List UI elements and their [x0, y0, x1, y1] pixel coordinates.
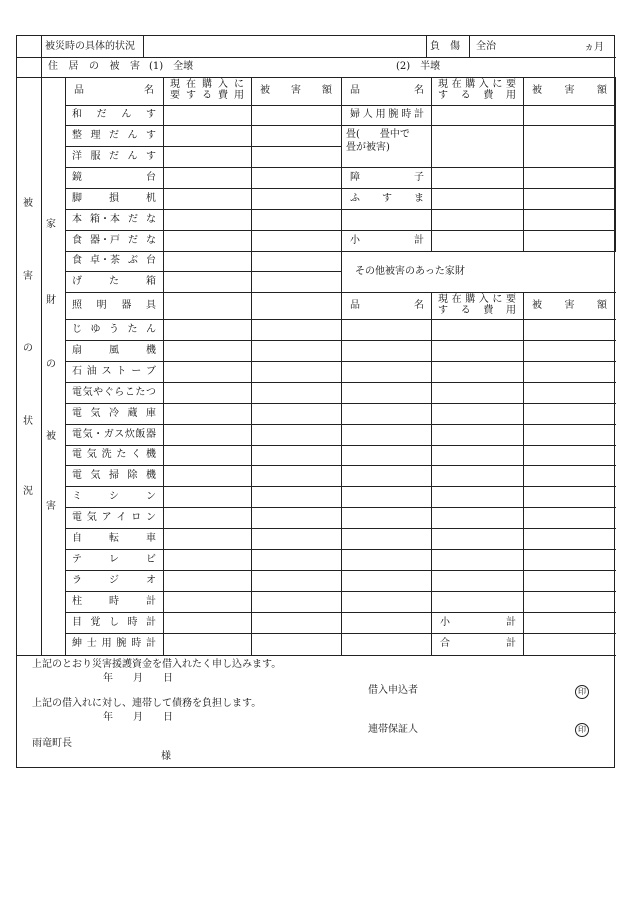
label-part: 入 — [478, 78, 489, 90]
label-part: う — [109, 323, 119, 335]
side-label-household-damage: の — [46, 359, 56, 370]
label-part: ン — [146, 490, 156, 502]
rule-line — [469, 36, 470, 57]
rule-line — [163, 77, 164, 655]
label-part: 用 — [101, 638, 112, 649]
injury-unit: ヵ月 — [584, 42, 604, 53]
label-part: す — [145, 109, 156, 120]
label-part: ら — [114, 386, 125, 398]
label-part: 害 — [564, 300, 575, 311]
label-part: 車 — [146, 532, 156, 544]
household-item-name — [67, 230, 161, 251]
label-part: 時 — [109, 595, 119, 607]
rule-line — [341, 507, 616, 508]
rule-line — [341, 361, 616, 362]
label-part: 飯 — [135, 428, 146, 440]
label-part: 費 — [218, 89, 228, 101]
label-part: 和 — [72, 109, 82, 120]
label-part: 食 — [72, 255, 82, 266]
subtotal-label — [345, 230, 429, 251]
rule-line — [341, 340, 616, 341]
label-part: 子 — [414, 171, 424, 183]
side-label-household-damage: 害 — [46, 501, 56, 512]
rule-line — [523, 77, 524, 251]
label-part: 要 — [170, 89, 180, 101]
rule-line — [341, 77, 342, 655]
label-part: 人 — [362, 109, 373, 120]
label-part: 電 — [72, 449, 82, 460]
label-part: だ — [96, 109, 107, 120]
label-part: ラ — [72, 574, 82, 586]
label-part: 計 — [145, 638, 156, 649]
footer-date: 年 月 日 — [103, 673, 173, 684]
rule-line — [341, 445, 616, 446]
label-part: 鏡 — [72, 171, 82, 183]
rule-line — [341, 424, 616, 425]
rule-line — [341, 465, 616, 466]
label-part: 婦 — [350, 109, 360, 120]
column-item-name — [69, 79, 159, 103]
label-part: す — [146, 150, 156, 162]
label-part: ロ — [131, 511, 142, 523]
household-item-name — [67, 105, 161, 125]
label-part: 石 — [72, 365, 82, 377]
label-part: ン — [145, 511, 156, 523]
label-part: 理 — [90, 129, 101, 141]
label-part: 箱 — [146, 275, 156, 287]
label-part: つ — [145, 386, 156, 398]
household-item-name — [345, 167, 429, 188]
label-part: 用 — [234, 89, 244, 101]
label-part: 現 — [170, 78, 180, 90]
label-part: 士 — [86, 638, 97, 649]
household-item-name — [67, 188, 161, 209]
label-part: 用 — [505, 304, 516, 316]
label-part: 損 — [109, 192, 119, 204]
label-part: ふ — [350, 192, 360, 204]
side-label-household-damage: 被 — [46, 431, 56, 442]
label-part: 気 — [90, 407, 101, 419]
household-item-name — [67, 612, 161, 633]
household-item-name — [67, 125, 161, 146]
label-part: 居 — [68, 61, 79, 72]
column-purchase-cost — [433, 79, 521, 90]
label-part: 台 — [146, 255, 156, 266]
label-part: 住 — [48, 61, 58, 72]
label-part: じ — [72, 323, 82, 335]
label-part: ま — [414, 192, 424, 204]
rule-line — [341, 382, 616, 383]
rule-line — [143, 36, 144, 57]
household-item-name: 畳が被害) — [346, 142, 390, 153]
label-part: 害 — [130, 61, 140, 72]
label-part: 在 — [186, 78, 196, 90]
household-item-name — [67, 361, 161, 382]
side-label-damage-status: 況 — [23, 486, 33, 497]
footer-application-text: 上記のとおり災害援護資金を借入れたく申し込みます。 — [32, 659, 282, 670]
label-part: 計 — [414, 234, 424, 246]
label-part: 器 — [145, 428, 156, 440]
label-part: 品 — [350, 85, 360, 96]
label-part: ミ — [72, 490, 82, 502]
side-label-household-damage: 財 — [46, 295, 56, 306]
label-part: ブ — [145, 365, 156, 377]
label-part: 額 — [597, 300, 607, 311]
label-part: 小 — [350, 234, 360, 246]
label-part: 掃 — [109, 469, 119, 481]
label-part: 在 — [451, 78, 462, 90]
label-part: 気 — [86, 449, 97, 460]
rule-line — [41, 36, 42, 655]
label-part: な — [146, 213, 156, 225]
label-part: 機 — [145, 449, 156, 460]
label-part: 電 — [72, 407, 82, 419]
label-part: 購 — [465, 293, 476, 305]
household-item-name — [67, 209, 161, 230]
label-part: だ — [109, 129, 119, 141]
rule-line — [341, 251, 616, 252]
label-part: ー — [131, 365, 142, 377]
label-part: ス — [114, 428, 125, 440]
label-part: な — [146, 234, 156, 246]
label-part: 現 — [438, 293, 448, 305]
label-part: た — [109, 275, 119, 287]
other-damage-label: その他被害のあった家財 — [355, 266, 465, 277]
household-item-name — [67, 271, 161, 292]
label-part: ん — [127, 150, 138, 162]
rule-line — [341, 549, 616, 550]
label-part: 明 — [96, 299, 107, 311]
option-half-destruction: (2) 半壊 — [396, 61, 441, 72]
loan-application-form — [16, 35, 615, 768]
applicant-label: 借入申込者 — [368, 685, 418, 696]
label-part: レ — [109, 553, 119, 565]
label-part: シ — [109, 490, 119, 502]
label-part: 電 — [72, 428, 82, 440]
guarantor-label: 連帯保証人 — [368, 724, 418, 735]
rule-line — [341, 125, 616, 126]
column-damage-amount — [255, 79, 337, 103]
rule-line — [523, 292, 524, 655]
label-part: ゆ — [90, 323, 101, 335]
rule-line — [341, 319, 616, 320]
label-part: 自 — [72, 532, 82, 544]
label-part: た — [116, 449, 127, 460]
label-part: に — [492, 293, 503, 305]
label-part: る — [202, 89, 212, 101]
subtotal-label — [435, 612, 521, 633]
household-item-name — [67, 486, 161, 507]
label-part: 計 — [413, 109, 424, 120]
label-part: 害 — [291, 85, 301, 96]
label-part: イ — [116, 511, 127, 523]
rule-line — [426, 36, 427, 57]
label-part: 卓・茶 — [90, 255, 120, 266]
label-part: 時 — [131, 638, 142, 649]
label-part: 気 — [82, 428, 93, 440]
label-part: 目 — [72, 616, 82, 628]
label-part: 購 — [202, 78, 212, 90]
column-purchase-cost — [165, 90, 249, 101]
seal-icon: 印 — [575, 723, 589, 737]
label-part: た — [127, 323, 138, 335]
label-part: ア — [101, 511, 112, 523]
label-part: オ — [146, 574, 156, 586]
column-purchase-cost — [165, 79, 249, 90]
label-part: 具 — [145, 299, 156, 311]
label-part: 電 — [72, 469, 82, 481]
label-part: に — [492, 78, 503, 90]
household-item-name — [67, 445, 161, 465]
label-part: ジ — [109, 574, 119, 586]
label-part: 時 — [127, 616, 138, 628]
rule-line — [65, 77, 66, 655]
label-part: る — [460, 89, 471, 101]
household-item-name — [67, 424, 161, 445]
label-part: 用 — [505, 89, 516, 101]
honorific: 様 — [161, 751, 171, 762]
household-item-name — [345, 188, 429, 209]
label-part: 現 — [438, 78, 448, 90]
label-part: す — [186, 89, 196, 101]
label-part: 計 — [146, 616, 156, 628]
household-item-name — [67, 340, 161, 361]
label-part: 害 — [564, 85, 575, 96]
label-part: 入 — [478, 293, 489, 305]
label-part: 品 — [74, 85, 84, 96]
label-part: た — [135, 386, 146, 398]
household-item-name — [67, 403, 161, 424]
label-part: 風 — [109, 344, 119, 356]
label-part: 費 — [483, 89, 494, 101]
label-part: ん — [127, 129, 138, 141]
rule-line — [341, 209, 616, 210]
label-part: 紳 — [72, 638, 82, 649]
household-item-name — [67, 251, 161, 271]
label-part: 食 — [72, 234, 82, 246]
rule-line — [341, 591, 616, 592]
label-part: や — [93, 386, 104, 398]
label-part: 整 — [72, 129, 82, 141]
label-part: す — [146, 129, 156, 141]
label-part: 額 — [597, 85, 607, 96]
column-item-name — [345, 294, 429, 318]
household-item-name — [67, 319, 161, 340]
label-part: 被 — [532, 300, 542, 311]
label-part: 覚 — [90, 616, 101, 628]
column-purchase-cost — [433, 305, 521, 316]
label-part: ト — [116, 365, 127, 377]
label-part: 電 — [72, 386, 82, 398]
label-part: 障 — [350, 171, 360, 183]
label-part: 服 — [90, 150, 101, 162]
rule-line — [341, 528, 616, 529]
label-part: す — [438, 89, 448, 101]
label-part: ん — [146, 323, 156, 335]
label-part: 気 — [86, 511, 97, 523]
rule-line — [431, 292, 432, 655]
household-item-name — [67, 465, 161, 486]
label-part: だ — [128, 234, 138, 246]
label-part: 机 — [146, 192, 156, 204]
label-part: ス — [101, 365, 112, 377]
label-part: 油 — [86, 365, 97, 377]
label-part: 箱・本 — [90, 213, 120, 225]
side-label-household-damage: 家 — [46, 219, 56, 230]
column-purchase-cost — [433, 294, 521, 305]
rule-line — [615, 77, 616, 251]
seal-icon: 印 — [575, 685, 589, 699]
label-part: 洋 — [72, 150, 82, 162]
label-part: 腕 — [388, 109, 399, 120]
side-label-damage-status: の — [23, 343, 33, 354]
label-part: 被 — [109, 61, 120, 72]
label-part: 電 — [72, 511, 82, 523]
label-part: 脚 — [72, 192, 82, 204]
label-part: 冷 — [109, 407, 119, 419]
label-part: る — [460, 304, 471, 316]
label-part: 要 — [505, 293, 516, 305]
rule-line — [431, 77, 432, 251]
household-item-name — [67, 633, 161, 655]
label-part: 用 — [375, 109, 386, 120]
rule-line — [341, 486, 616, 487]
label-part: 時 — [401, 109, 412, 120]
label-part: の — [89, 61, 99, 72]
label-part: だ — [109, 150, 119, 162]
housing-damage-label — [43, 58, 145, 76]
label-part: 被 — [532, 85, 542, 96]
label-part: 費 — [483, 304, 494, 316]
label-part: 計 — [506, 616, 516, 628]
label-part: ん — [121, 109, 132, 120]
label-part: 器 — [121, 299, 132, 311]
label-part: す — [438, 304, 448, 316]
label-part: 気 — [82, 386, 93, 398]
total-label — [435, 633, 521, 655]
rule-line — [341, 403, 616, 404]
household-item-name — [67, 292, 161, 319]
label-part: 蔵 — [127, 407, 138, 419]
side-label-damage-status: 状 — [23, 416, 33, 427]
label-part: 機 — [146, 469, 156, 481]
label-part: 腕 — [116, 638, 127, 649]
label-part: 小 — [440, 616, 450, 628]
label-part: 照 — [72, 299, 82, 311]
label-part: 本 — [72, 213, 82, 225]
label-part: ビ — [146, 553, 156, 565]
label-part: 名 — [414, 85, 424, 96]
label-part: 転 — [109, 532, 119, 544]
rule-line — [251, 77, 252, 655]
label-part: ・ — [93, 428, 104, 440]
household-item-name — [67, 146, 161, 167]
label-part: 額 — [322, 85, 332, 96]
footer-date: 年 月 日 — [103, 712, 173, 723]
side-label-damage-status: 被 — [23, 198, 33, 209]
label-part: 名 — [144, 85, 154, 96]
household-item-name — [345, 105, 429, 125]
label-part: し — [109, 616, 119, 628]
label-part: 要 — [505, 78, 516, 90]
label-part: す — [382, 192, 392, 204]
label-part: 器・戸 — [90, 234, 120, 246]
option-full-destruction: (1) 全壊 — [149, 61, 194, 72]
disaster-situation-label: 被災時の具体的状況 — [45, 41, 135, 52]
label-part: 扇 — [72, 344, 82, 356]
rule-line — [17, 77, 616, 78]
label-part: 炊 — [124, 428, 135, 440]
label-part: 合 — [440, 638, 450, 649]
household-item-name: 畳( 畳中で — [346, 129, 410, 140]
label-part: だ — [128, 213, 138, 225]
column-damage-amount — [527, 79, 612, 103]
household-item-name — [67, 549, 161, 570]
column-damage-amount — [527, 294, 612, 318]
rule-line — [341, 570, 616, 571]
injury-label: 負 傷 — [430, 41, 460, 52]
addressee: 雨竜町長 — [32, 738, 72, 749]
household-item-name — [67, 591, 161, 612]
label-part: 台 — [146, 171, 156, 183]
label-part: に — [234, 78, 244, 90]
label-part: 柱 — [72, 595, 82, 607]
label-part: ぶ — [128, 255, 138, 266]
column-purchase-cost — [433, 90, 521, 101]
household-item-name — [67, 507, 161, 528]
label-part: く — [131, 449, 142, 460]
label-part: げ — [72, 275, 82, 287]
label-part: 計 — [506, 638, 516, 649]
label-part: こ — [124, 386, 135, 398]
label-part: 洗 — [101, 449, 112, 460]
household-item-name — [67, 570, 161, 591]
label-part: ぐ — [103, 386, 114, 398]
label-part: 被 — [260, 85, 270, 96]
injury-value: 全治 — [476, 41, 496, 52]
household-item-name — [67, 528, 161, 549]
label-part: 品 — [350, 300, 360, 311]
label-part: 計 — [146, 595, 156, 607]
label-part: 入 — [218, 78, 228, 90]
household-item-name — [67, 382, 161, 403]
label-part: ガ — [103, 428, 114, 440]
household-item-name — [67, 167, 161, 188]
label-part: 購 — [465, 78, 476, 90]
label-part: 除 — [127, 469, 138, 481]
footer-guarantee-text: 上記の借入れに対し、連帯して債務を負担します。 — [32, 698, 262, 709]
label-part: 庫 — [146, 407, 156, 419]
label-part: 在 — [451, 293, 462, 305]
side-label-damage-status: 害 — [23, 271, 33, 282]
column-item-name — [345, 79, 429, 103]
label-part: 気 — [90, 469, 101, 481]
rule-line — [17, 655, 616, 656]
label-part: 名 — [414, 300, 424, 311]
label-part: 機 — [146, 344, 156, 356]
label-part: テ — [72, 553, 82, 565]
